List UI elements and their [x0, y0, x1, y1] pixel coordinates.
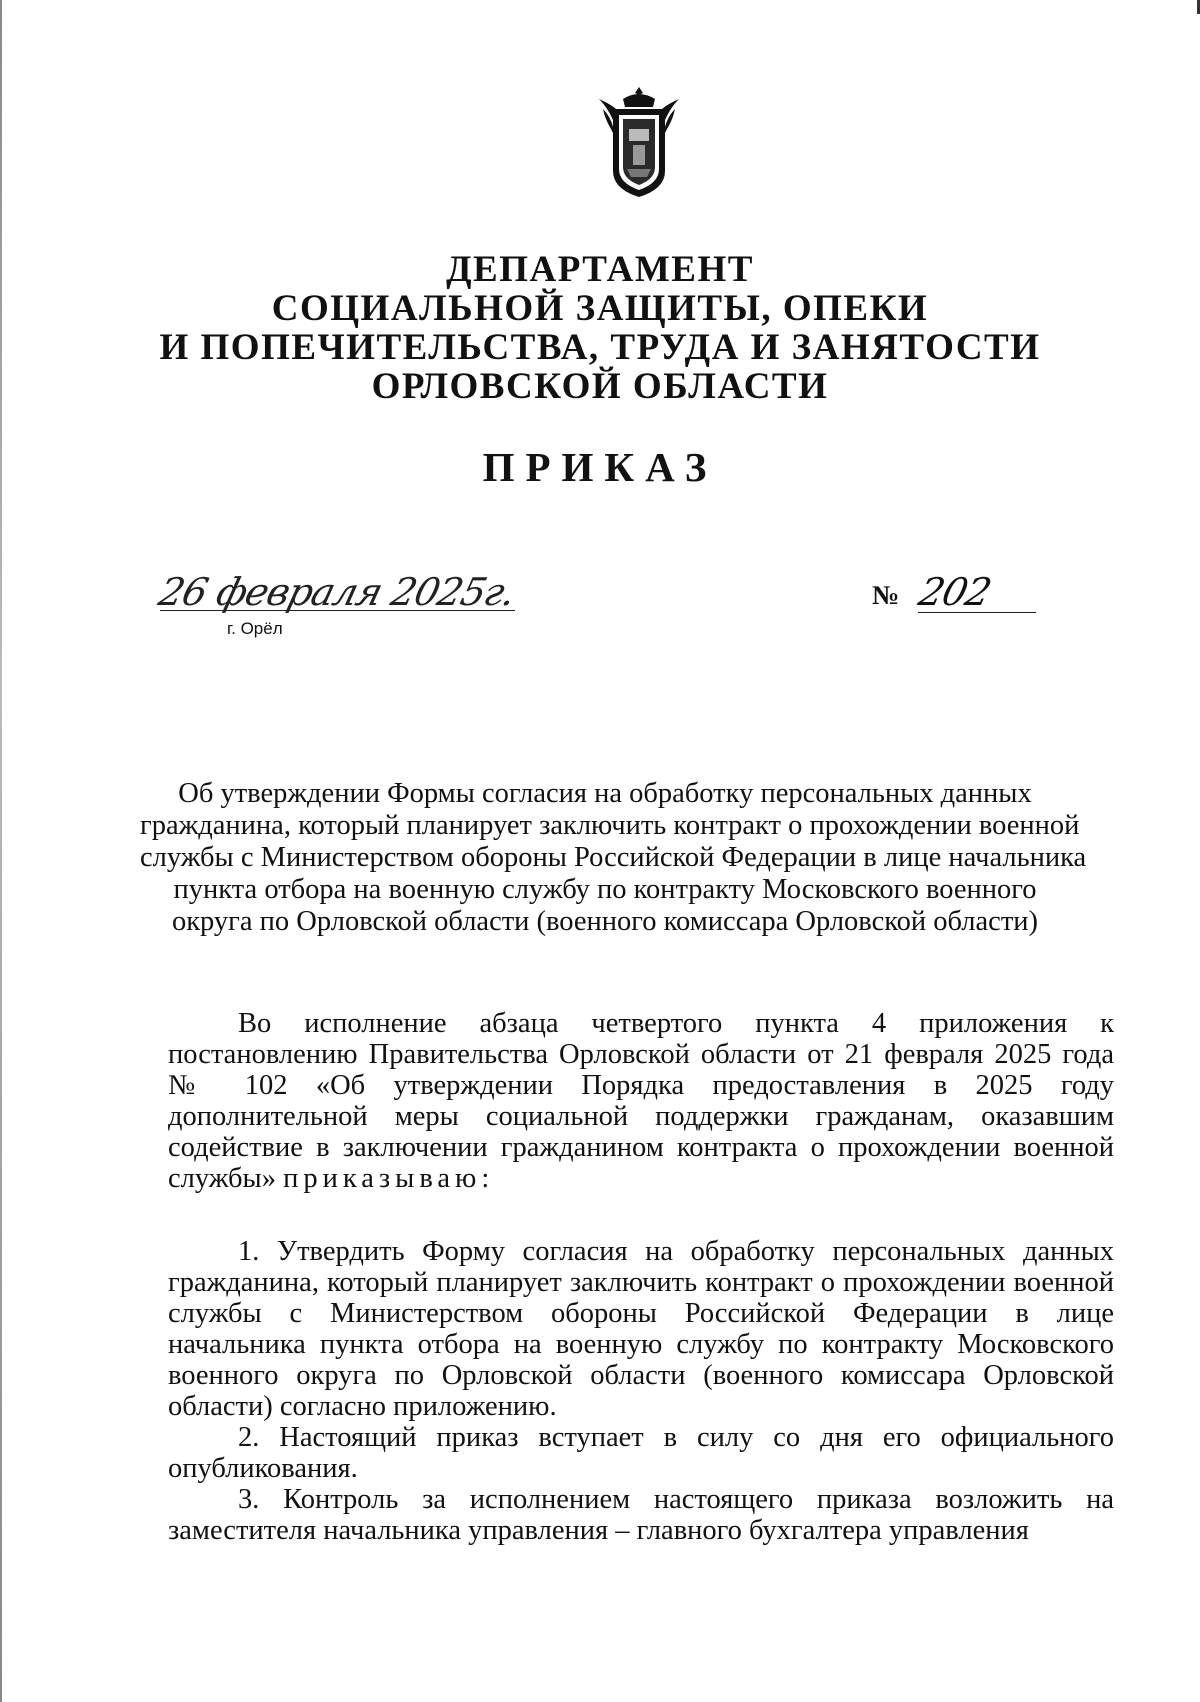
header-line: ОРЛОВСКОЙ ОБЛАСТИ [371, 366, 829, 407]
department-header [100, 250, 1100, 406]
header-line: И ПОПЕЧИТЕЛЬСТВА, ТРУДА И ЗАНЯТОСТИ [159, 327, 1041, 368]
subject-line: пункта отбора на военную службу по контракту Московского военного [173, 874, 1037, 905]
document-type-title: ПРИКАЗ [482, 444, 718, 490]
order-subject [140, 778, 1087, 938]
scan-edge-left [0, 0, 2, 1702]
subject-line: службы с Министерством обороны Российской Федерации в лице начальника [140, 842, 1087, 873]
order-word: приказываю: [283, 1163, 495, 1194]
order-item: 3. Контроль за исполнением настоящего приказа возложить на заместителя начальника управления – главного бухгалтера управления [168, 1484, 1114, 1546]
order-item: 2. Настоящий приказ вступает в силу со дня его официального опубликования. [168, 1422, 1114, 1484]
preamble-text [168, 1008, 1114, 1194]
handwritten-date: 26 февраля 2025г. [154, 570, 520, 614]
coat-of-arms-icon [593, 85, 685, 201]
date-underline [160, 610, 515, 611]
preamble-paragraph [168, 1008, 1114, 1194]
order-item: 1. Утвердить Форму согласия на обработку персональных данных гражданина, который планирует заключить контракт о прохождении военной службы с Министерством обороны Российской Федерации в лице начальника пункта отбора на военную службу по контракту Московского военного округа по Орловской области (военного комиссара Орловской области) согласно приложению. [168, 1236, 1114, 1422]
order-items [168, 1236, 1114, 1546]
number-underline [918, 612, 1036, 613]
subject-line: округа по Орловской области (военного комиссара Орловской области) [171, 906, 1039, 937]
number-sign: № [872, 580, 900, 610]
preamble-body: Во исполнение абзаца четвертого пункта 4 приложения к постановлению Правительства Орловской области от 21 февраля 2025 года № 102 «Об утверждении Порядка предоставления в 2025 году дополнительной меры социальной поддержки гражданам, оказавшим содействие в заключении гражданином контракта о прохождении военной службы» [168, 1008, 1114, 1194]
subject-line: гражданина, который планирует заключить контракт о прохождении военной [140, 810, 1080, 841]
header-line: ДЕПАРТАМЕНТ [446, 249, 754, 290]
city-label: г. Орёл [227, 619, 283, 638]
header-line: СОЦИАЛЬНОЙ ЗАЩИТЫ, ОПЕКИ [271, 288, 929, 329]
handwritten-number: 202 [914, 570, 996, 614]
subject-line: Об утверждении Формы согласия на обработку персональных данных [178, 778, 1032, 809]
